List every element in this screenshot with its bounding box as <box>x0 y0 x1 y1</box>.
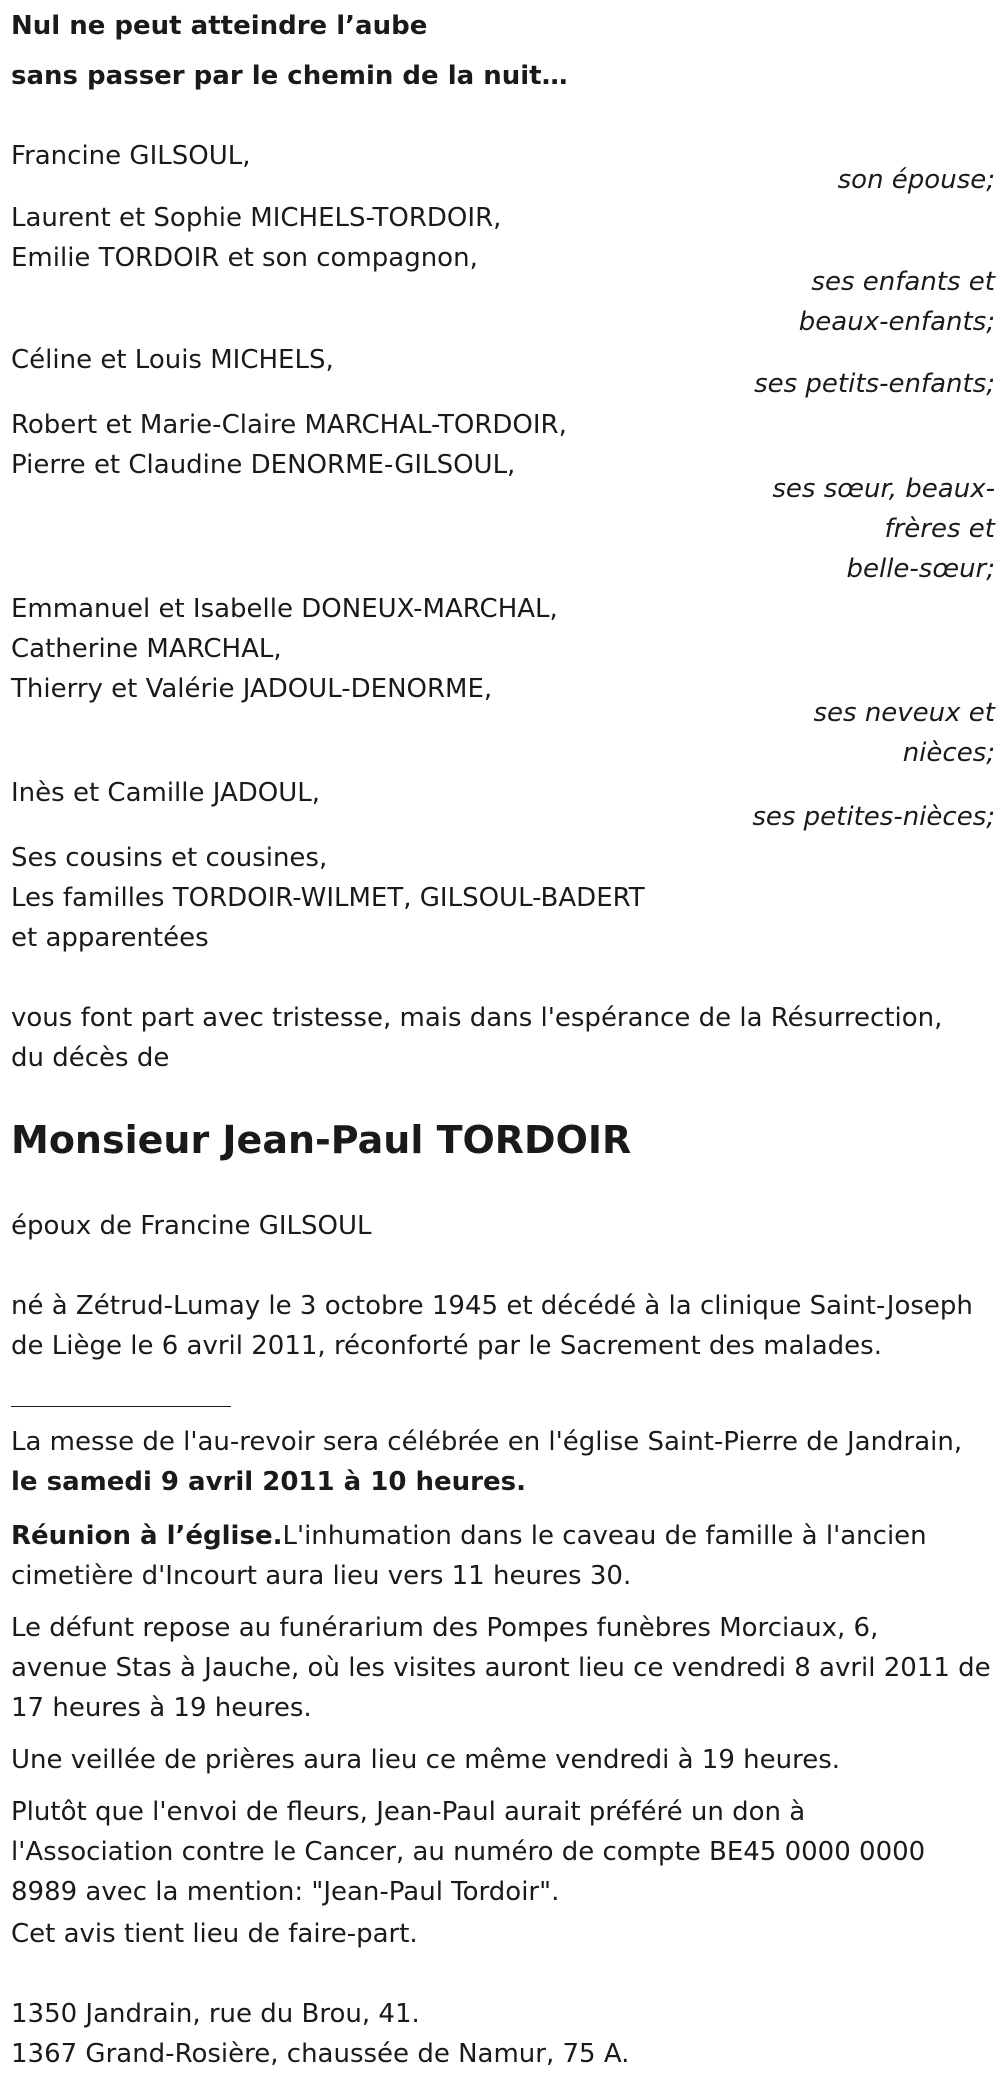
siblings-role-line-3: belle-sœur; <box>846 554 995 584</box>
rest-line-3: 17 heures à 19 heures. <box>11 1693 312 1723</box>
siblings-line-2: Pierre et Claudine DENORME-GILSOUL, <box>11 450 516 480</box>
address-line-1: 1350 Jandrain, rue du Brou, 41. <box>11 1999 420 2029</box>
nephews-role-line-2: nièces; <box>902 738 995 768</box>
nephews-line-2: Catherine MARCHAL, <box>11 634 282 664</box>
grandchildren-line: Céline et Louis MICHELS, <box>11 345 334 375</box>
cousins-line-2: Les familles TORDOIR-WILMET, GILSOUL-BADERT <box>11 883 645 913</box>
burial-text: L'inhumation dans le caveau de famille à l'ancien <box>282 1521 927 1551</box>
children-line-2: Emilie TORDOIR et son compagnon, <box>11 243 478 273</box>
birth-death-line-2: de Liège le 6 avril 2011, réconforté par le Sacrement des malades. <box>11 1331 882 1361</box>
birth-death-line-1: né à Zétrud-Lumay le 3 octobre 1945 et décédé à la clinique Saint-Joseph <box>11 1291 973 1321</box>
deceased-name: Monsieur Jean-Paul TORDOIR <box>11 1118 632 1162</box>
notice-line: Cet avis tient lieu de faire-part. <box>11 1919 418 1949</box>
burial-line-2: cimetière d'Incourt aura lieu vers 11 heures 30. <box>11 1561 632 1591</box>
flowers-line-1: Plutôt que l'envoi de fleurs, Jean-Paul aurait préféré un don à <box>11 1797 806 1827</box>
wife-name: Francine GILSOUL, <box>11 141 251 171</box>
rest-line-1: Le défunt repose au funérarium des Pompes funèbres Morciaux, 6, <box>11 1613 879 1643</box>
cousins-line-3: et apparentées <box>11 923 209 953</box>
wife-role: son épouse; <box>837 165 995 195</box>
nephews-line-1: Emmanuel et Isabelle DONEUX-MARCHAL, <box>11 594 558 624</box>
mass-line-1: La messe de l'au-revoir sera célébrée en l'église Saint-Pierre de Jandrain, <box>11 1427 963 1457</box>
grandchildren-role: ses petits-enfants; <box>754 369 995 399</box>
greatnieces-role: ses petites-nièces; <box>752 802 995 832</box>
children-role-line-1: ses enfants et <box>811 267 995 297</box>
deceased-spouse: époux de Francine GILSOUL <box>11 1211 372 1241</box>
flowers-line-2: l'Association contre le Cancer, au numéro de compte BE45 0000 0000 <box>11 1837 926 1867</box>
children-line-1: Laurent et Sophie MICHELS-TORDOIR, <box>11 203 502 233</box>
children-role-line-2: beaux-enfants; <box>798 307 995 337</box>
burial-meeting: Réunion à l’église. <box>11 1521 283 1551</box>
separator-rule <box>11 1406 231 1407</box>
address-line-2: 1367 Grand-Rosière, chaussée de Namur, 75 A. <box>11 2039 630 2069</box>
announcement-line-1: vous font part avec tristesse, mais dans l'espérance de la Résurrection, <box>11 1003 943 1033</box>
siblings-role-line-2: frères et <box>884 514 995 544</box>
nephews-role-line-1: ses neveux et <box>813 698 995 728</box>
greatnieces-line: Inès et Camille JADOUL, <box>11 778 321 808</box>
siblings-role-line-1: ses sœur, beaux- <box>772 474 995 504</box>
rest-line-2: avenue Stas à Jauche, où les visites auront lieu ce vendredi 8 avril 2011 de <box>11 1653 991 1683</box>
flowers-line-3: 8989 avec la mention: "Jean-Paul Tordoir". <box>11 1877 560 1907</box>
nephews-line-3: Thierry et Valérie JADOUL-DENORME, <box>11 674 493 704</box>
epigraph-line-1: Nul ne peut atteindre l’aube <box>11 11 428 41</box>
burial-line-1 <box>11 1516 927 1556</box>
vigil-line: Une veillée de prières aura lieu ce même vendredi à 19 heures. <box>11 1745 841 1775</box>
siblings-line-1: Robert et Marie-Claire MARCHAL-TORDOIR, <box>11 410 567 440</box>
epigraph-line-2: sans passer par le chemin de la nuit… <box>11 61 568 91</box>
announcement-line-2: du décès de <box>11 1043 170 1073</box>
cousins-line-1: Ses cousins et cousines, <box>11 843 328 873</box>
mass-line-2: le samedi 9 avril 2011 à 10 heures. <box>11 1467 526 1497</box>
